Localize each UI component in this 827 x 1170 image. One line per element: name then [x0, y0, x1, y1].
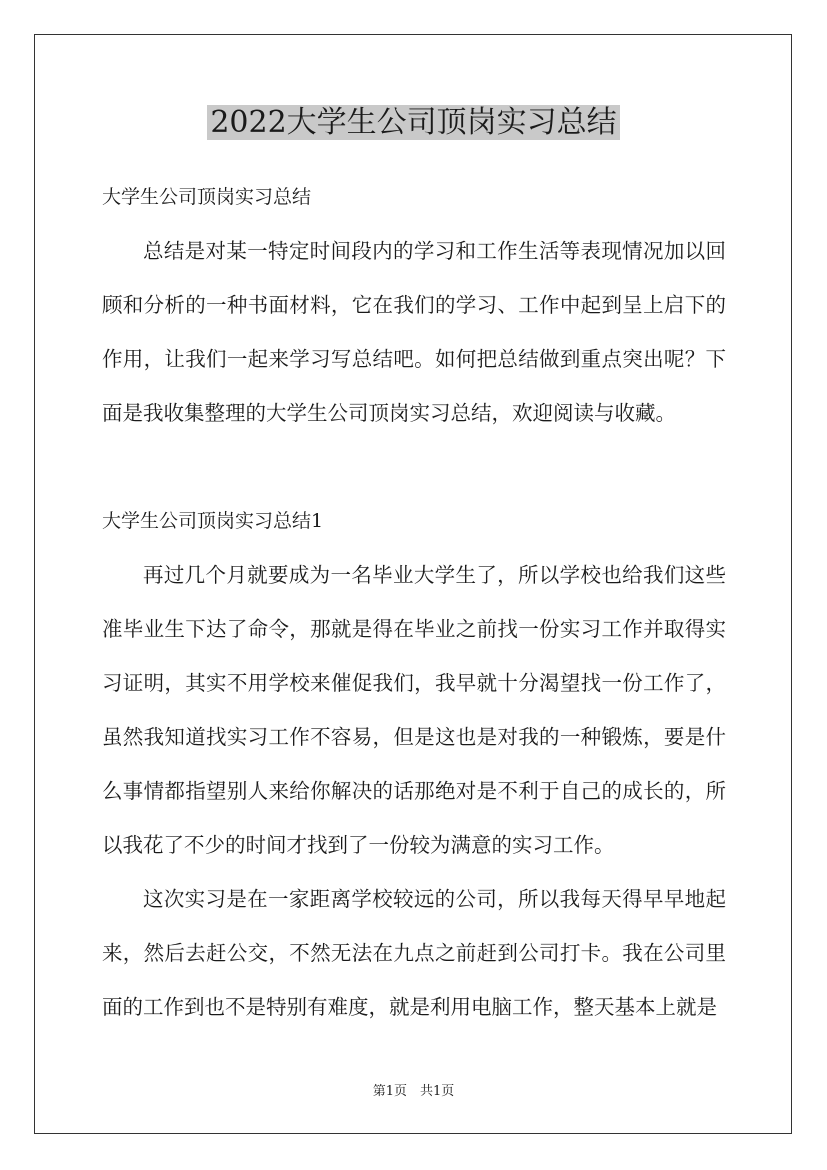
document-body — [102, 170, 726, 1034]
document-title — [0, 100, 827, 146]
document-title-text: 2022大学生公司顶岗实习总结 — [207, 105, 619, 140]
section-1-paragraph-1: 再过几个月就要成为一名毕业大学生了，所以学校也给我们这些准毕业生下达了命令，那就是得在毕业之前找一份实习工作并取得实习证明，其实不用学校来催促我们，我早就十分渴望找一份工作了，虽然我知道找实习工作不容易，但是这也是对我的一种锻炼，要是什么事情都指望别人来给你解决的话那绝对是不利于自己的成长的，所以我花了不少的时间才找到了一份较为满意的实习工作。 — [102, 563, 726, 857]
page-footer — [0, 1083, 827, 1101]
section-spacer — [102, 440, 726, 494]
section-1-heading: 大学生公司顶岗实习总结1 — [102, 510, 324, 532]
intro-paragraph: 总结是对某一特定时间段内的学习和工作生活等表现情况加以回顾和分析的一种书面材料，它在我们的学习、工作中起到呈上启下的作用，让我们一起来学习写总结吧。如何把总结做到重点突出呢？下面是我收集整理的大学生公司顶岗实习总结，欢迎阅读与收藏。 — [102, 239, 726, 425]
intro-heading: 大学生公司顶岗实习总结 — [102, 186, 312, 208]
page-number: 第1页 共1页 — [372, 1084, 455, 1099]
section-1-paragraph-2: 这次实习是在一家距离学校较远的公司，所以我每天得早早地起来，然后去赶公交，不然无法在九点之前赶到公司打卡。我在公司里面的工作到也不是特别有难度，就是利用电脑工作，整天基本上就是 — [102, 887, 726, 1019]
